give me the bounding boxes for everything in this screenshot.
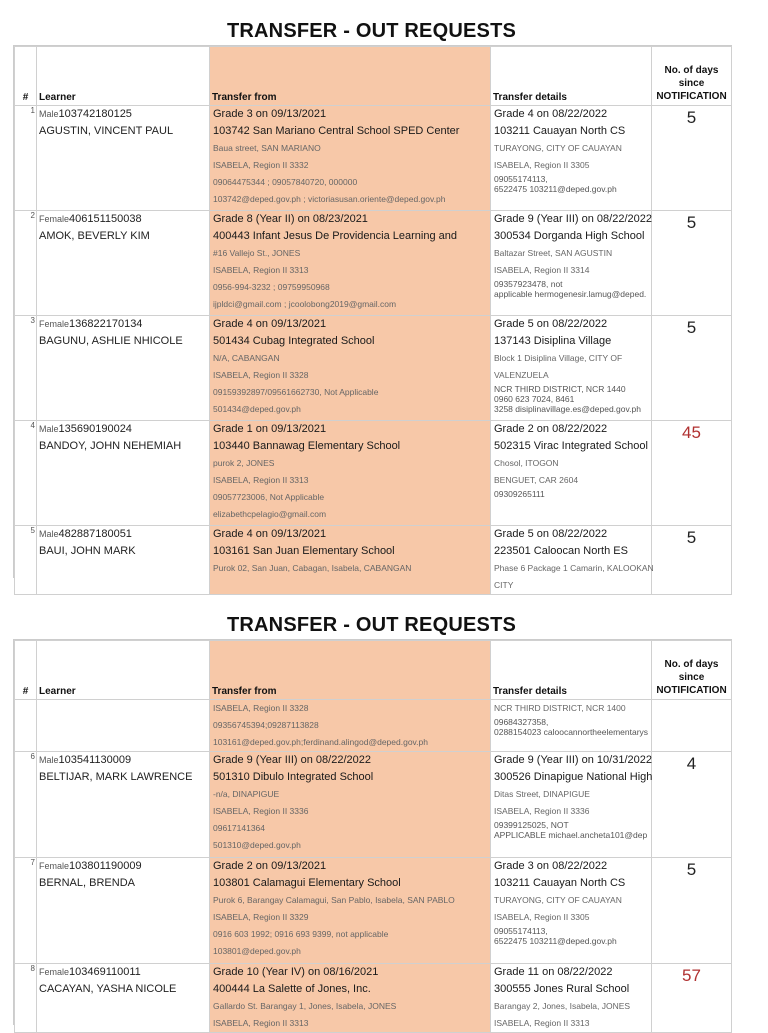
origin-school: 501310 Dibulo Integrated School <box>213 771 374 783</box>
origin-detail: ISABELA, Region II 3336 <box>213 806 309 816</box>
learner-sex: Male <box>39 529 59 539</box>
origin-detail: Purok 6, Barangay Calamagui, San Pablo, Isabela, SAN PABLO <box>213 895 455 905</box>
destination-school: 223501 Caloocan North ES <box>494 545 628 557</box>
days-since-notification: 4 <box>652 752 732 858</box>
learner-sex: Male <box>39 109 59 119</box>
table-row <box>15 106 732 211</box>
days-since-notification: 45 <box>652 421 732 526</box>
page-title: TRANSFER - OUT REQUESTS <box>226 614 517 636</box>
destination-detail: 3258 disiplinavillage.es@deped.gov.ph <box>494 404 641 414</box>
destination-grade: Grade 5 on 08/22/2022 <box>494 528 608 540</box>
destination-detail: NCR THIRD DISTRICT, NCR 1440 <box>494 384 626 394</box>
days-since-notification: 5 <box>652 211 732 316</box>
row-index: 2 <box>15 211 37 316</box>
col-header-learner: Learner <box>37 641 210 700</box>
learner-lrn: 482887180051 <box>58 528 132 540</box>
origin-school: 103161 San Juan Elementary School <box>213 545 395 557</box>
transfer-from-cell <box>210 964 491 1033</box>
origin-grade: Grade 9 (Year III) on 08/22/2022 <box>213 754 371 766</box>
learner-name: BAUI, JOHN MARK <box>39 545 136 557</box>
origin-detail: 09159392897/09561662730, Not Applicable <box>213 387 379 397</box>
learner-lrn: 103742180125 <box>58 108 132 120</box>
row-index: 5 <box>15 526 37 595</box>
destination-detail: 0288154023 caloocannortheelementarys <box>494 727 649 737</box>
transfer-from-cell <box>210 421 491 526</box>
destination-detail: ISABELA, Region II 3314 <box>494 265 590 275</box>
learner-cell <box>37 858 210 964</box>
destination-detail: Chosol, ITOGON <box>494 458 559 468</box>
origin-detail: -n/a, DINAPIGUE <box>213 789 280 799</box>
destination-detail: 09309265111 <box>494 489 545 499</box>
transfer-details-cell <box>491 700 652 752</box>
origin-grade: Grade 3 on 09/13/2021 <box>213 108 327 120</box>
transfer-details-cell <box>491 421 652 526</box>
destination-detail: ISABELA, Region II 3313 <box>494 1018 590 1028</box>
col-header-transfer-details: Transfer details <box>491 47 652 106</box>
transfer-table <box>14 640 732 1033</box>
origin-detail: ISABELA, Region II 3332 <box>213 160 309 170</box>
learner-name: BANDOY, JOHN NEHEMIAH <box>39 440 182 452</box>
page-title: TRANSFER - OUT REQUESTS <box>226 20 517 42</box>
destination-detail: 6522475 103211@deped.gov.ph <box>494 184 617 194</box>
learner-lrn: 135690190024 <box>58 423 132 435</box>
transfer-table <box>14 46 732 595</box>
days-since-notification: 57 <box>652 964 732 1033</box>
learner-cell <box>37 752 210 858</box>
origin-detail: purok 2, JONES <box>213 458 275 468</box>
days-since-notification: 5 <box>652 526 732 595</box>
origin-detail: 501310@deped.gov.ph <box>213 840 301 850</box>
learner-sex: Female <box>39 861 70 871</box>
origin-detail: Purok 02, San Juan, Cabagan, Isabela, CABANGAN <box>213 563 412 573</box>
destination-detail: ISABELA, Region II 3305 <box>494 912 590 922</box>
transfer-from-cell <box>210 526 491 595</box>
learner-cell <box>37 316 210 421</box>
destination-detail: CITY <box>494 580 514 590</box>
destination-grade: Grade 4 on 08/22/2022 <box>494 108 608 120</box>
origin-school: 103440 Bannawag Elementary School <box>213 440 401 452</box>
learner-name: BELTIJAR, MARK LAWRENCE <box>39 771 193 783</box>
origin-grade: Grade 4 on 09/13/2021 <box>213 528 327 540</box>
row-index: 7 <box>15 858 37 964</box>
table-row <box>15 316 732 421</box>
transfer-from-cell <box>210 106 491 211</box>
destination-detail: Phase 6 Package 1 Camarin, KALOOKAN <box>494 563 654 573</box>
days-since-notification <box>652 700 732 752</box>
origin-grade: ISABELA, Region II 3328 <box>213 703 309 713</box>
col-header-transfer-from: Transfer from <box>210 641 491 700</box>
origin-detail: Baua street, SAN MARIANO <box>213 143 321 153</box>
destination-school: 09684327358, <box>494 717 549 727</box>
learner-cell <box>37 964 210 1033</box>
destination-detail: 09357923478, not <box>494 279 563 289</box>
origin-detail: 09617141364 <box>213 823 266 833</box>
table-row <box>15 700 732 752</box>
destination-detail: TURAYONG, CITY OF CAUAYAN <box>494 895 622 905</box>
destination-grade: Grade 9 (Year III) on 08/22/2022 <box>494 213 652 225</box>
transfer-table-wrap <box>13 45 732 590</box>
origin-detail: N/A, CABANGAN <box>213 353 280 363</box>
destination-detail: TURAYONG, CITY OF CAUAYAN <box>494 143 622 153</box>
col-header-days: No. of days since NOTIFICATION <box>652 47 732 106</box>
origin-detail: ISABELA, Region II 3313 <box>213 1018 309 1028</box>
table-body <box>15 700 732 1033</box>
destination-detail: 09055174113, <box>494 174 548 184</box>
table-row <box>15 752 732 858</box>
destination-school: 137143 Disiplina Village <box>494 335 612 347</box>
destination-grade: Grade 5 on 08/22/2022 <box>494 318 608 330</box>
destination-detail: 09399125025, NOT <box>494 820 569 830</box>
learner-name: BAGUNU, ASHLIE NHICOLE <box>39 335 183 347</box>
table-row <box>15 526 732 595</box>
origin-detail: 09064475344 ; 09057840720, 000000 <box>213 177 358 187</box>
origin-detail: ijpldci@gmail.com ; jcoolobong2019@gmail.com <box>213 299 397 309</box>
origin-grade: Grade 1 on 09/13/2021 <box>213 423 327 435</box>
learner-name: AMOK, BEVERLY KIM <box>39 230 150 242</box>
origin-detail: 0916 603 1992; 0916 693 9399, not applicable <box>213 929 389 939</box>
col-header-transfer-from: Transfer from <box>210 47 491 106</box>
learner-cell <box>37 700 210 752</box>
destination-detail: 09055174113, <box>494 926 548 936</box>
learner-name: CACAYAN, YASHA NICOLE <box>39 983 177 995</box>
transfer-from-cell <box>210 858 491 964</box>
destination-school: 300555 Jones Rural School <box>494 983 630 995</box>
col-header-index: # <box>15 47 37 106</box>
destination-grade: Grade 11 on 08/22/2022 <box>494 966 613 978</box>
learner-sex: Male <box>39 424 59 434</box>
learner-sex: Female <box>39 967 70 977</box>
destination-detail: applicable hermogenesir.lamug@deped. <box>494 289 647 299</box>
col-header-days: No. of days since NOTIFICATION <box>652 641 732 700</box>
destination-school: 103211 Cauayan North CS <box>494 125 626 137</box>
learner-sex: Female <box>39 214 70 224</box>
transfer-details-cell <box>491 858 652 964</box>
learner-lrn: 103801190009 <box>69 860 142 872</box>
table-body <box>15 106 732 595</box>
learner-cell <box>37 421 210 526</box>
days-since-notification: 5 <box>652 316 732 421</box>
origin-detail: ISABELA, Region II 3313 <box>213 265 309 275</box>
origin-school: 09356745394;09287113828 <box>213 720 319 730</box>
origin-school: 400443 Infant Jesus De Providencia Learning and <box>213 230 458 242</box>
transfer-from-cell <box>210 700 491 752</box>
origin-detail: ISABELA, Region II 3329 <box>213 912 309 922</box>
destination-detail: Block 1 Disiplina Village, CITY OF <box>494 353 623 363</box>
destination-school: 103211 Cauayan North CS <box>494 877 626 889</box>
origin-detail: 0956-994-3232 ; 09759950968 <box>213 282 330 292</box>
destination-school: 300534 Dorganda High School <box>494 230 645 242</box>
row-index: 4 <box>15 421 37 526</box>
row-index: 3 <box>15 316 37 421</box>
origin-school: 103742 San Mariano Central School SPED Center <box>213 125 460 137</box>
learner-name: AGUSTIN, VINCENT PAUL <box>39 125 174 137</box>
transfer-details-cell <box>491 752 652 858</box>
learner-sex: Male <box>39 755 59 765</box>
destination-detail: Barangay 2, Jones, Isabela, JONES <box>494 1001 631 1011</box>
destination-school: 502315 Virac Integrated School <box>494 440 648 452</box>
row-index <box>15 700 37 752</box>
origin-grade: Grade 2 on 09/13/2021 <box>213 860 327 872</box>
table-row <box>15 421 732 526</box>
origin-grade: Grade 8 (Year II) on 08/23/2021 <box>213 213 368 225</box>
origin-grade: Grade 4 on 09/13/2021 <box>213 318 327 330</box>
learner-lrn: 136822170134 <box>69 318 143 330</box>
learner-cell <box>37 211 210 316</box>
origin-detail: 103801@deped.gov.ph <box>213 946 301 956</box>
origin-detail: #16 Vallejo St., JONES <box>213 248 301 258</box>
origin-detail: 09057723006, Not Applicable <box>213 492 325 502</box>
origin-detail: elizabethcpelagio@gmail.com <box>213 509 327 519</box>
table-row <box>15 964 732 1033</box>
destination-grade: NCR THIRD DISTRICT, NCR 1400 <box>494 703 626 713</box>
origin-detail: 103742@deped.gov.ph ; victoriasusan.oriente@deped.gov.ph <box>213 194 446 204</box>
destination-detail: Baltazar Street, SAN AGUSTIN <box>494 248 613 258</box>
origin-school: 501434 Cubag Integrated School <box>213 335 375 347</box>
destination-detail: 0960 623 7024, 8461 <box>494 394 575 404</box>
transfer-from-cell <box>210 316 491 421</box>
origin-school: 400444 La Salette of Jones, Inc. <box>213 983 371 995</box>
col-header-transfer-details: Transfer details <box>491 641 652 700</box>
transfer-from-cell <box>210 752 491 858</box>
destination-grade: Grade 9 (Year III) on 10/31/2022 <box>494 754 652 766</box>
table-row <box>15 858 732 964</box>
origin-grade: Grade 10 (Year IV) on 08/16/2021 <box>213 966 379 978</box>
destination-grade: Grade 3 on 08/22/2022 <box>494 860 608 872</box>
learner-cell <box>37 106 210 211</box>
destination-detail: 6522475 103211@deped.gov.ph <box>494 936 617 946</box>
learner-sex: Female <box>39 319 70 329</box>
transfer-details-cell <box>491 211 652 316</box>
origin-detail: 103161@deped.gov.ph;ferdinand.alingod@deped.gov.ph <box>213 737 428 747</box>
transfer-from-cell <box>210 211 491 316</box>
destination-detail: ISABELA, Region II 3336 <box>494 806 590 816</box>
days-since-notification: 5 <box>652 858 732 964</box>
col-header-index: # <box>15 641 37 700</box>
transfer-details-cell <box>491 316 652 421</box>
days-since-notification: 5 <box>652 106 732 211</box>
origin-detail: ISABELA, Region II 3328 <box>213 370 309 380</box>
destination-detail: BENGUET, CAR 2604 <box>494 475 579 485</box>
destination-detail: VALENZUELA <box>494 370 549 380</box>
origin-detail: Gallardo St. Barangay 1, Jones, Isabela, JONES <box>213 1001 397 1011</box>
destination-grade: Grade 2 on 08/22/2022 <box>494 423 608 435</box>
table-row <box>15 211 732 316</box>
destination-detail: Ditas Street, DINAPIGUE <box>494 789 590 799</box>
learner-cell <box>37 526 210 595</box>
origin-detail: ISABELA, Region II 3313 <box>213 475 309 485</box>
learner-name: BERNAL, BRENDA <box>39 877 135 889</box>
destination-detail: ISABELA, Region II 3305 <box>494 160 590 170</box>
learner-lrn: 103541130009 <box>58 754 132 766</box>
transfer-details-cell <box>491 964 652 1033</box>
transfer-details-cell <box>491 106 652 211</box>
row-index: 6 <box>15 752 37 858</box>
transfer-table-wrap <box>13 639 732 1028</box>
destination-detail: APPLICABLE michael.ancheta101@dep <box>494 830 648 840</box>
row-index: 1 <box>15 106 37 211</box>
row-index: 8 <box>15 964 37 1033</box>
origin-school: 103801 Calamagui Elementary School <box>213 877 401 889</box>
learner-lrn: 406151150038 <box>69 213 142 225</box>
learner-lrn: 103469110011 <box>69 966 141 978</box>
col-header-learner: Learner <box>37 47 210 106</box>
destination-school: 300526 Dinapigue National High <box>494 771 653 783</box>
transfer-details-cell <box>491 526 652 595</box>
origin-detail: 501434@deped.gov.ph <box>213 404 301 414</box>
